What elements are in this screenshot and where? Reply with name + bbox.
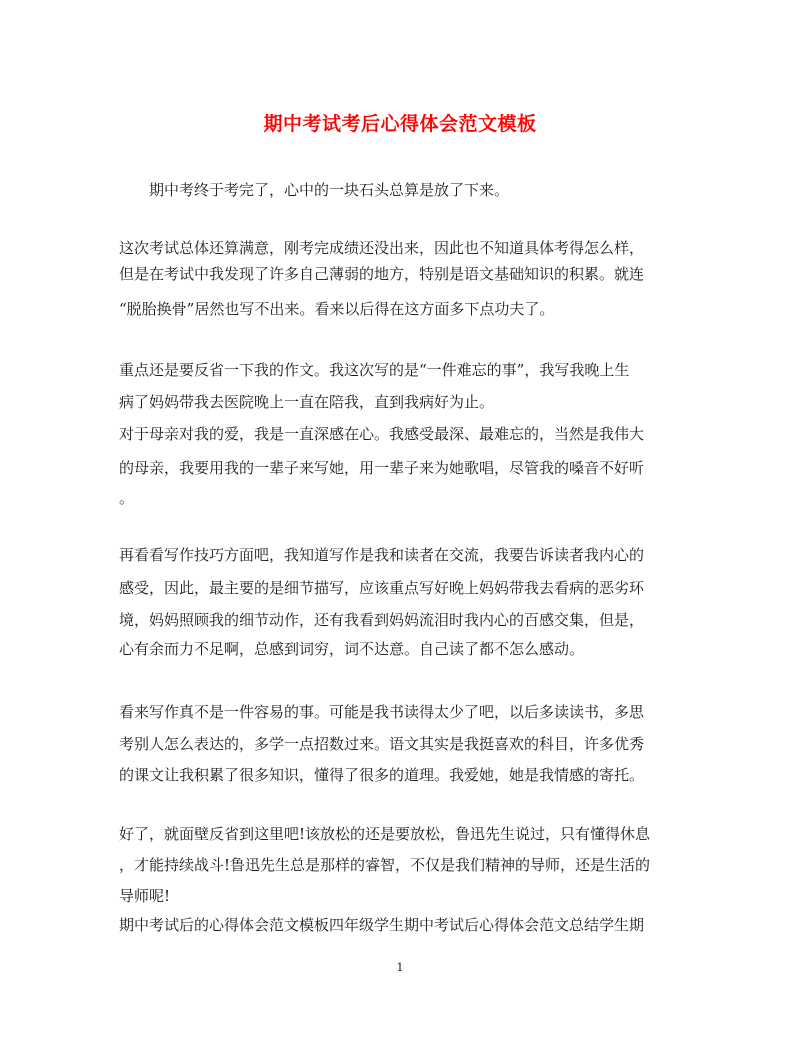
paragraph-line: 的课文让我积累了很多知识，懂得了很多的道理。我爱她，她是我情感的寄托。: [119, 766, 645, 784]
paragraph-line: 的母亲，我要用我的一辈子来写她，用一辈子来为她歌唱，尽管我的嗓音不好听: [119, 459, 645, 477]
paragraph-line: 这次考试总体还算满意，刚考完成绩还没出来，因此也不知道具体考得怎么样，: [119, 239, 645, 257]
paragraph-line: 考别人怎么表达的，多学一点招数过来。语文其实是我挺喜欢的科目，许多优秀: [119, 735, 645, 753]
paragraph-line: 病了妈妈带我去医院晚上一直在陪我，直到我病好为止。: [119, 393, 495, 411]
paragraph-line: 导师呢!: [119, 887, 171, 905]
paragraph-line: 期中考终于考完了，心中的一块石头总算是放了下来。: [119, 181, 510, 199]
paragraph-line: 期中考试后的心得体会范文模板四年级学生期中考试后心得体会范文总结学生期: [119, 916, 645, 934]
page-number: 1: [396, 961, 404, 974]
paragraph-line: “脱胎换骨”居然也写不出来。看来以后得在这方面多下点功夫了。: [119, 300, 555, 318]
paragraph-line: 看来写作真不是一件容易的事。可能是我书读得太少了吧，以后多读读书，多思: [119, 703, 645, 721]
paragraph-line: 感受，因此，最主要的是细节描写，应该重点写好晚上妈妈带我去看病的恶劣环: [119, 579, 645, 597]
paragraph-line: 再看看写作技巧方面吧，我知道写作是我和读者在交流，我要告诉读者我内心的: [119, 546, 645, 564]
paragraph-line: 重点还是要反省一下我的作文。我这次写的是“一件难忘的事”，我写我晚上生: [119, 361, 630, 379]
paragraph-line: 但是在考试中我发现了许多自己薄弱的地方，特别是语文基础知识的积累。就连: [119, 265, 645, 283]
paragraph-line: 心有余而力不足啊，总感到词穷，词不达意。自己读了都不怎么感动。: [119, 640, 585, 658]
paragraph-line: 境，妈妈照顾我的细节动作，还有我看到妈妈流泪时我内心的百感交集，但是，: [119, 611, 645, 629]
paragraph-line: ，才能持续战斗!鲁迅先生总是那样的睿智，不仅是我们精神的导师，还是生活的: [119, 856, 651, 874]
paragraph-line: 好了，就面壁反省到这里吧!该放松的还是要放松，鲁迅先生说过，只有懂得休息: [119, 825, 651, 843]
page-title: 期中考试考后心得体会范文模板: [263, 113, 537, 135]
paragraph-line: 对于母亲对我的爱，我是一直深感在心。我感受最深、最难忘的，当然是我伟大: [119, 425, 645, 443]
paragraph-line: 。: [119, 489, 135, 507]
